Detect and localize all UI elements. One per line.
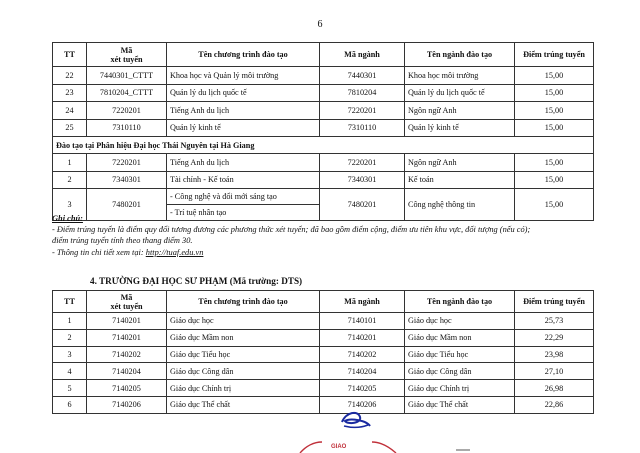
tuaf-link[interactable]: http://tuaf.edu.vn bbox=[145, 247, 204, 257]
stamp-text: GIAO bbox=[331, 444, 347, 450]
cell-score: 15,00 bbox=[515, 67, 594, 85]
cell-admission-code: 7480201 bbox=[87, 189, 167, 221]
cell-admission-code: 7140205 bbox=[87, 380, 167, 397]
cell-admission-code: 7140201 bbox=[87, 313, 167, 330]
cell-admission-code: 7140202 bbox=[87, 346, 167, 363]
cell-tt: 3 bbox=[53, 346, 87, 363]
cell-major-name: Quản lý kinh tế bbox=[405, 119, 515, 137]
header-program: Tên chương trình đào tạo bbox=[167, 43, 320, 67]
header-admission-code: Mã xét tuyển bbox=[87, 43, 167, 67]
cell-tt: 3 bbox=[53, 189, 87, 221]
cell-admission-code: 7140201 bbox=[87, 329, 167, 346]
cell-score: 23,98 bbox=[515, 346, 594, 363]
cell-program: Giáo dục học bbox=[167, 313, 320, 330]
cell-score: 22,86 bbox=[515, 396, 594, 413]
cell-major-name: Giáo dục Thể chất bbox=[405, 396, 515, 413]
cell-major-name: Giáo dục Tiểu học bbox=[405, 346, 515, 363]
cell-tt: 24 bbox=[53, 102, 87, 120]
cell-admission-code: 7220201 bbox=[87, 154, 167, 172]
cell-score: 15,00 bbox=[515, 102, 594, 120]
header-major-name: Tên ngành đào tạo bbox=[405, 43, 515, 67]
cell-major-name: Quản lý du lịch quốc tế bbox=[405, 84, 515, 102]
table-row bbox=[53, 396, 594, 413]
cell-tt: 2 bbox=[53, 171, 87, 189]
header-major-name: Tên ngành đào tạo bbox=[405, 291, 515, 313]
table-header-row bbox=[53, 43, 594, 67]
cell-major-name: Ngôn ngữ Anh bbox=[405, 102, 515, 120]
cell-major-code: 7220201 bbox=[320, 102, 405, 120]
table-row bbox=[53, 171, 594, 189]
table-row bbox=[53, 380, 594, 397]
table-row bbox=[53, 346, 594, 363]
cell-score: 15,00 bbox=[515, 189, 594, 221]
cell-admission-code: 7220201 bbox=[87, 102, 167, 120]
cell-program: Tiếng Anh du lịch bbox=[167, 102, 320, 120]
cell-tt: 23 bbox=[53, 84, 87, 102]
cell-program: Giáo dục Tiểu học bbox=[167, 346, 320, 363]
cell-program: Giáo dục Thể chất bbox=[167, 396, 320, 413]
cell-score: 27,10 bbox=[515, 363, 594, 380]
cell-score: 15,00 bbox=[515, 119, 594, 137]
cell-admission-code: 7810204_CTTT bbox=[87, 84, 167, 102]
cell-tt: 1 bbox=[53, 313, 87, 330]
header-tt: TT bbox=[53, 43, 87, 67]
table-row bbox=[53, 84, 594, 102]
table-row bbox=[53, 67, 594, 85]
table-header-row bbox=[53, 291, 594, 313]
notes-block bbox=[52, 213, 597, 258]
cell-admission-code: 7310110 bbox=[87, 119, 167, 137]
header-major-code: Mã ngành bbox=[320, 291, 405, 313]
section-title: Đào tạo tại Phân hiệu Đại học Thái Nguyên tại Hà Giang bbox=[53, 137, 594, 154]
signature-mark bbox=[336, 408, 376, 432]
cell-major-code: 7440301 bbox=[320, 67, 405, 85]
cell-major-code: 7140206 bbox=[320, 396, 405, 413]
cell-score: 22,29 bbox=[515, 329, 594, 346]
table-row bbox=[53, 329, 594, 346]
cell-major-code: 7340301 bbox=[320, 171, 405, 189]
cell-major-name: Giáo dục Mầm non bbox=[405, 329, 515, 346]
table-row bbox=[53, 189, 594, 205]
notes-title: Ghi chú: bbox=[52, 214, 83, 223]
cell-major-name: Giáo dục Công dân bbox=[405, 363, 515, 380]
notes-line-1: - Điểm trúng tuyển là điểm quy đổi tương đương các phương thức xét tuyển; đã bao gồm điểm cộng, điểm ưu tiên khu vực, đối tượng (nếu có); bbox=[52, 225, 531, 235]
cell-admission-code: 7140206 bbox=[87, 396, 167, 413]
cell-major-code: 7140101 bbox=[320, 313, 405, 330]
header-score: Điểm trúng tuyển bbox=[515, 291, 594, 313]
cell-score: 15,00 bbox=[515, 171, 594, 189]
footer-stamp bbox=[0, 436, 640, 453]
header-program: Tên chương trình đào tạo bbox=[167, 291, 320, 313]
cell-major-name: Giáo dục học bbox=[405, 313, 515, 330]
header-score: Điểm trúng tuyển bbox=[515, 43, 594, 67]
admission-table-tuaf bbox=[52, 42, 594, 221]
cell-program: Khoa học và Quản lý môi trường bbox=[167, 67, 320, 85]
cell-major-name: Khoa học môi trường bbox=[405, 67, 515, 85]
cell-admission-code: 7140204 bbox=[87, 363, 167, 380]
cell-program: Quản lý du lịch quốc tế bbox=[167, 84, 320, 102]
cell-major-name: Kế toán bbox=[405, 171, 515, 189]
notes-line-3: - Thông tin chi tiết xem tại: http://tuaf.edu.vn bbox=[52, 247, 204, 257]
cell-admission-code: 7340301 bbox=[87, 171, 167, 189]
cell-tt: 6 bbox=[53, 396, 87, 413]
cell-major-code: 7140201 bbox=[320, 329, 405, 346]
cell-program: Giáo dục Mầm non bbox=[167, 329, 320, 346]
cell-major-code: 7480201 bbox=[320, 189, 405, 221]
cell-major-code: 7140204 bbox=[320, 363, 405, 380]
cell-tt: 1 bbox=[53, 154, 87, 172]
cell-major-code: 7140202 bbox=[320, 346, 405, 363]
table-row bbox=[53, 102, 594, 120]
cell-score: 26,98 bbox=[515, 380, 594, 397]
cell-major-code: 7140205 bbox=[320, 380, 405, 397]
cell-program: Tiếng Anh du lịch bbox=[167, 154, 320, 172]
cell-major-code: 7220201 bbox=[320, 154, 405, 172]
header-tt: TT bbox=[53, 291, 87, 313]
cell-tt: 22 bbox=[53, 67, 87, 85]
cell-score: 25,73 bbox=[515, 313, 594, 330]
table-row bbox=[53, 363, 594, 380]
admission-table-dts bbox=[52, 290, 594, 414]
cell-score: 15,00 bbox=[515, 154, 594, 172]
section-4-title: 4. TRƯỜNG ĐẠI HỌC SƯ PHẠM (Mã trường: DTS) bbox=[90, 276, 303, 286]
header-major-code: Mã ngành bbox=[320, 43, 405, 67]
cell-tt: 25 bbox=[53, 119, 87, 137]
table-row bbox=[53, 154, 594, 172]
cell-program: Tài chính - Kế toán bbox=[167, 171, 320, 189]
cell-score: 15,00 bbox=[515, 84, 594, 102]
table-row bbox=[53, 119, 594, 137]
table-row bbox=[53, 313, 594, 330]
cell-program: Quản lý kinh tế bbox=[167, 119, 320, 137]
cell-program: Giáo dục Chính trị bbox=[167, 380, 320, 397]
cell-admission-code: 7440301_CTTT bbox=[87, 67, 167, 85]
cell-tt: 2 bbox=[53, 329, 87, 346]
cell-major-name: Giáo dục Chính trị bbox=[405, 380, 515, 397]
cell-program: Giáo dục Công dân bbox=[167, 363, 320, 380]
header-admission-code: Mã xét tuyển bbox=[87, 291, 167, 313]
notes-line-2: điểm trúng tuyển tính theo thang điểm 30. bbox=[52, 236, 193, 246]
cell-program: - Công nghệ và đổi mới sáng tạo bbox=[167, 189, 320, 205]
cell-major-name: Ngôn ngữ Anh bbox=[405, 154, 515, 172]
cell-tt: 5 bbox=[53, 380, 87, 397]
page-number: 6 bbox=[317, 19, 323, 30]
cell-major-code: 7810204 bbox=[320, 84, 405, 102]
cell-major-name: Công nghệ thông tin bbox=[405, 189, 515, 221]
cell-tt: 4 bbox=[53, 363, 87, 380]
cell-program: - Trí tuệ nhân tạo bbox=[167, 205, 320, 221]
section-row bbox=[53, 137, 594, 154]
cell-major-code: 7310110 bbox=[320, 119, 405, 137]
